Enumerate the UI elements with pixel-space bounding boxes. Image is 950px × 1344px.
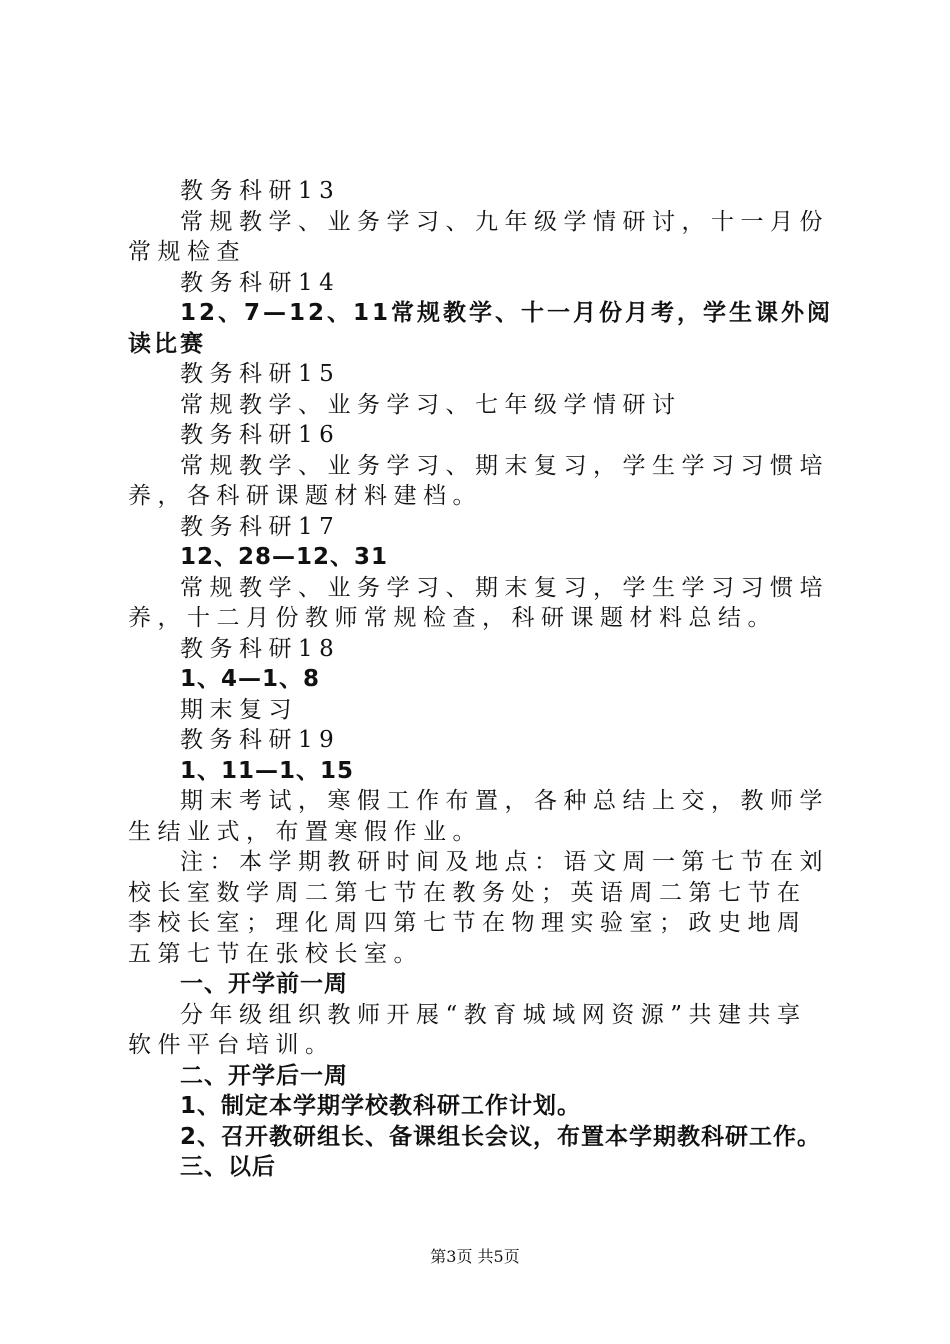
paragraph: 常规教学、业务学习、期末复习，学生学习习惯培养，各科研课题材料建档。 [128,452,829,509]
paragraph: 教务科研15 [180,361,341,387]
paragraph: 教务科研17 [180,513,341,540]
paragraph: 教务科研16 [180,422,341,448]
paragraph-note: 注：本学期教研时间及地点：语文周一第七节在刘校长室数学周二第七节在教务处；英语周二第七节在李校长室；理化周四第七节在物理实验室；政史地周五第七节在张校长室。 [128,849,829,967]
section-heading: 二、开学后一周 [180,1062,348,1089]
list-item: 2、召开教研组长、备课组长会议，布置本学期教科研工作。 [180,1123,822,1150]
paragraph: 教务科研19 [180,727,341,753]
paragraph-date: 1、11—1、15 [180,757,355,784]
section-heading: 一、开学前一周 [180,971,348,997]
page-body [128,176,834,1183]
paragraph-bold: 12、7—12、11常规教学、十一月份月考，学生课外阅读比赛 [128,300,834,357]
paragraph: 期末复习 [180,696,298,723]
paragraph: 分年级组织教师开展“教育城域网资源”共建共享软件平台培训。 [128,1001,807,1058]
paragraph-date: 1、4—1、8 [180,666,321,692]
paragraph: 常规教学、业务学习、期末复习，学生学习习惯培养，十二月份教师常规检查，科研课题材料总结。 [128,574,829,631]
paragraph: 常规教学、业务学习、九年级学情研讨，十一月份常规检查 [128,208,829,265]
paragraph: 常规教学、业务学习、七年级学情研讨 [180,391,682,418]
paragraph: 教务科研14 [180,269,341,296]
paragraph: 教务科研13 [180,178,341,204]
page-footer: 第3页 共5页 [430,1247,520,1266]
paragraph: 教务科研18 [180,635,341,662]
paragraph-date: 12、28—12、31 [180,544,389,570]
paragraph: 期末考试，寒假工作布置，各种总结上交，教师学生结业式，布置寒假作业。 [128,788,829,845]
list-item: 1、制定本学期学校教科研工作计划。 [180,1093,582,1119]
section-heading: 三、以后 [180,1154,276,1180]
